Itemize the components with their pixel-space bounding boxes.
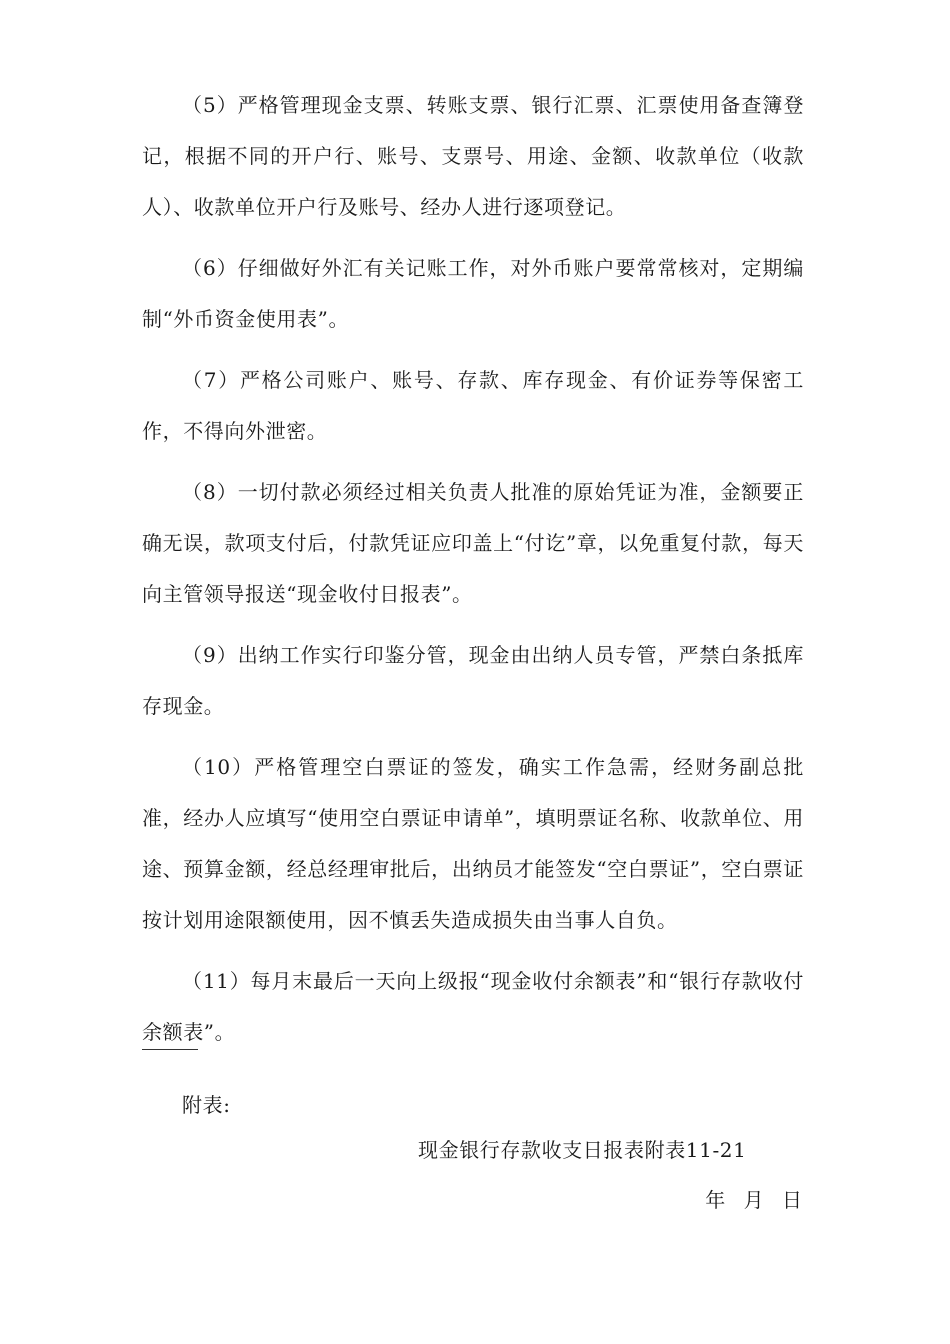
paragraph-item-11: （11）每月末最后一天向上级报“现金收付余额表”和“银行存款收付余额表”。 — [142, 969, 804, 1044]
date-line: 年 月 日 — [705, 1188, 804, 1212]
attachment-table-title: 现金银行存款收支日报表附表11-21 — [418, 1138, 747, 1162]
attachment-label: 附表: — [182, 1093, 231, 1117]
paragraph-item-10: （10）严格管理空白票证的签发，确实工作急需，经财务副总批准，经办人应填写“使用空白票证申请单”，填明票证名称、收款单位、用途、预算金额，经总经理审批后，出纳员才能签发“空白票证”，空白票证按计划用途限额使用，因不慎丢失造成损失由当事人自负。 — [142, 755, 804, 932]
paragraph-item-6: （6）仔细做好外汇有关记账工作，对外币账户要常常核对，定期编制“外币资金使用表”。 — [142, 256, 804, 331]
paragraph-item-8: （8）一切付款必须经过相关负责人批准的原始凭证为准，金额要正确无误，款项支付后，付款凭证应印盖上“付讫”章，以免重复付款，每天向主管领导报送“现金收付日报表”。 — [142, 480, 804, 606]
body-text — [142, 80, 804, 1068]
paragraph-item-9: （9）出纳工作实行印鉴分管，现金由出纳人员专管，严禁白条抵库存现金。 — [142, 643, 804, 718]
footnote-divider — [142, 1049, 198, 1050]
paragraph-item-7: （7）严格公司账户、账号、存款、库存现金、有价证券等保密工作，不得向外泄密。 — [142, 368, 804, 443]
paragraph-item-5: （5）严格管理现金支票、转账支票、银行汇票、汇票使用备查簿登记，根据不同的开户行、账号、支票号、用途、金额、收款单位（收款人）、收款单位开户行及账号、经办人进行逐项登记。 — [142, 93, 804, 219]
